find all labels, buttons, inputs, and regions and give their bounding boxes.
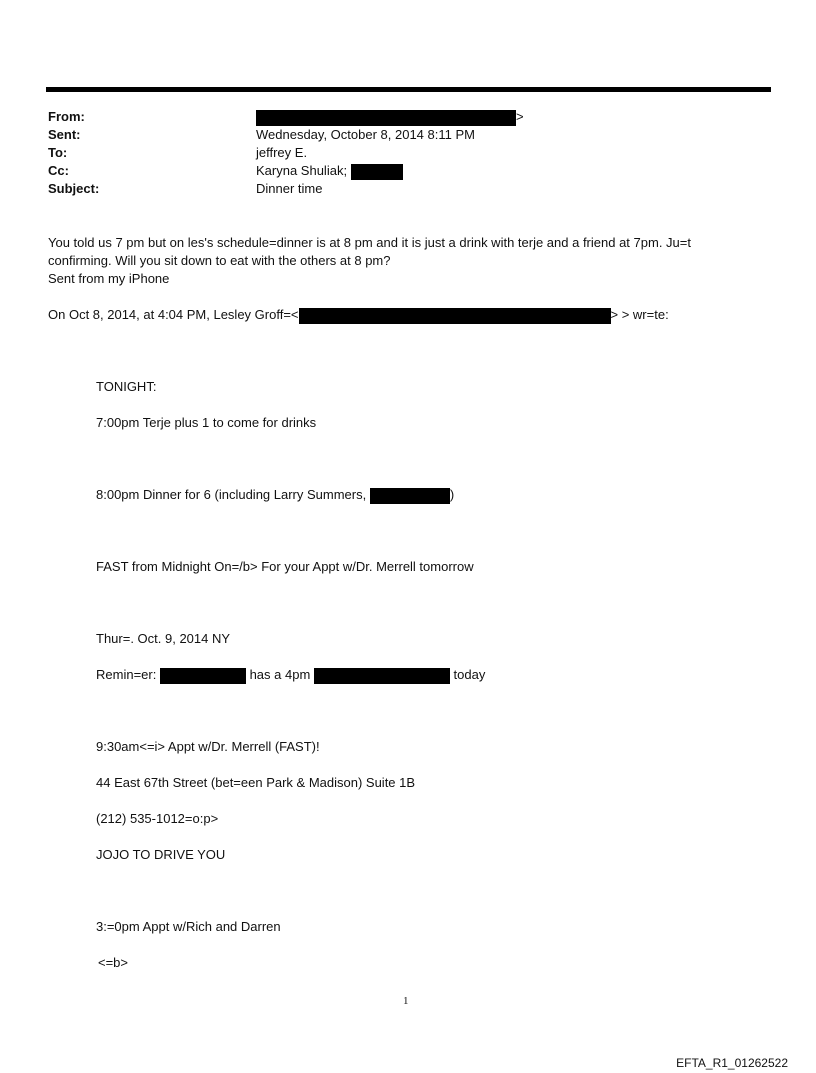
from-label: From: [48, 109, 85, 124]
cc-value [256, 162, 403, 180]
from-suffix: > [516, 109, 524, 124]
subject-value: Dinner time [256, 181, 323, 196]
markup-tag: <=b> [98, 955, 129, 970]
sent-value: Wednesday, October 8, 2014 8:11 PM [256, 127, 475, 142]
quote-suffix: > > wr=te: [610, 307, 669, 322]
signature: Sent from my iPhone [48, 271, 170, 286]
schedule-item: 9:30am<=i> Appt w/Dr. Merrell (FAST)! [96, 739, 320, 754]
date-heading: Thur=. Oct. 9, 2014 NY [96, 631, 231, 646]
redaction-box [160, 668, 246, 684]
schedule-item: 3:=0pm Appt w/Rich and Darren [96, 919, 281, 934]
dinner-text: 8:00pm Dinner for 6 (including Larry Summers, [96, 487, 367, 502]
reminder-suffix: today [453, 667, 486, 682]
reminder-mid: has a 4pm [249, 667, 311, 682]
driver-note: JOJO TO DRIVE YOU [96, 847, 226, 862]
header-rule [46, 87, 771, 92]
schedule-item: 7:00pm Terje plus 1 to come for drinks [96, 415, 317, 430]
sent-label: Sent: [48, 127, 81, 142]
schedule-item [96, 486, 454, 504]
to-value: jeffrey E. [256, 145, 308, 160]
phone-line: (212) 535-1012=o:p> [96, 811, 219, 826]
tonight-heading: TONIGHT: [96, 379, 157, 394]
redaction-box [256, 110, 516, 126]
redaction-box [370, 488, 450, 504]
document-id: EFTA_R1_01262522 [676, 1056, 788, 1070]
to-label: To: [48, 145, 68, 160]
from-value [256, 108, 524, 126]
reminder-prefix: Remin=er: [96, 667, 157, 682]
quote-line [48, 306, 748, 324]
subject-label: Subject: [48, 181, 100, 196]
cc-label: Cc: [48, 163, 69, 178]
redaction-box [299, 308, 611, 324]
redaction-box [351, 164, 403, 180]
dinner-suffix: ) [449, 487, 455, 502]
quote-prefix: On Oct 8, 2014, at 4:04 PM, Lesley Groff=< [48, 307, 299, 322]
address-line: 44 East 67th Street (bet=een Park & Madison) Suite 1B [96, 775, 416, 790]
body-paragraph: You told us 7 pm but on les's schedule=dinner is at 8 pm and it is just a drink with terje and a friend at 7pm. Ju=t confirming. Will you sit down to eat with the others at 8 pm? [48, 235, 691, 268]
reminder-line [96, 666, 485, 684]
redaction-box [314, 668, 450, 684]
cc-name: Karyna Shuliak; [256, 163, 348, 178]
fast-note: FAST from Midnight On=/b> For your Appt w/Dr. Merrell tomorrow [96, 559, 474, 574]
page-number: 1 [403, 995, 409, 1007]
